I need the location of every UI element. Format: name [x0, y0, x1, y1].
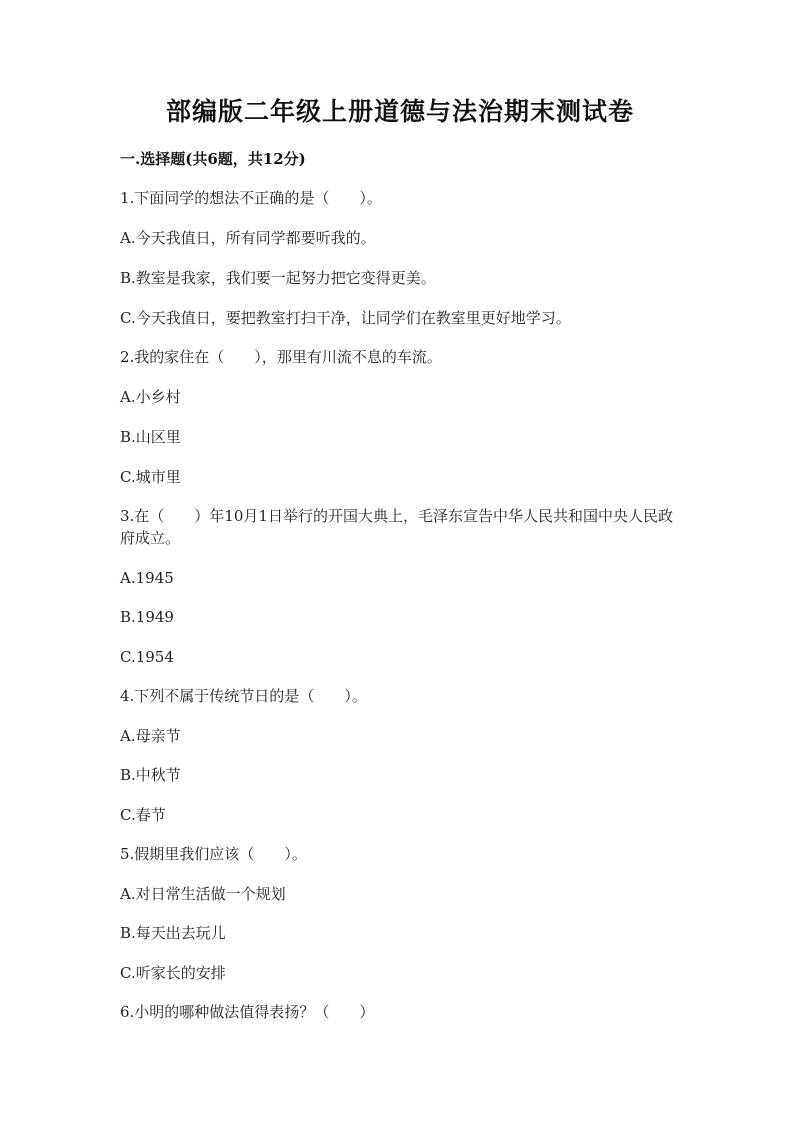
question-1-option-b: B.教室是我家，我们要一起努力把它变得更美。	[120, 269, 436, 287]
question-2-stem: 2.我的家住在（ ），那里有川流不息的车流。	[120, 348, 442, 366]
question-1-stem: 1.下面同学的想法不正确的是（ ）。	[120, 189, 382, 207]
section-heading: 一.选择题(共6题，共12分)	[120, 150, 306, 168]
question-5-stem: 5.假期里我们应该（ ）。	[120, 845, 307, 863]
question-6-stem: 6.小明的哪种做法值得表扬？（ ）	[120, 1003, 375, 1021]
question-4-option-b: B.中秋节	[120, 766, 181, 784]
question-4-option-a: A.母亲节	[120, 727, 181, 745]
question-4-stem: 4.下列不属于传统节日的是（ ）。	[120, 687, 367, 705]
question-2-option-b: B.山区里	[120, 428, 181, 446]
question-3-stem: 3.在（ ）年10月1日举行的开国大典上，毛泽东宣告中华人民共和国中央人民政府成立。	[120, 507, 673, 547]
question-3-option-c: C.1954	[120, 648, 174, 666]
question-2-option-a: A.小乡村	[120, 388, 181, 406]
question-5-option-b: B.每天出去玩儿	[120, 924, 226, 942]
question-5-option-c: C.听家长的安排	[120, 964, 226, 982]
question-3-option-b: B.1949	[120, 608, 174, 626]
question-3-option-a: A.1945	[120, 569, 174, 587]
question-1-option-a: A.今天我值日，所有同学都要听我的。	[120, 229, 376, 247]
question-4-option-c: C.春节	[120, 806, 166, 824]
question-2-option-c: C.城市里	[120, 468, 181, 486]
question-1-option-c: C.今天我值日，要把教室打扫干净，让同学们在教室里更好地学习。	[120, 309, 571, 327]
page-title: 部编版二年级上册道德与法治期末测试卷	[165, 97, 634, 126]
question-5-option-a: A.对日常生活做一个规划	[120, 885, 286, 903]
